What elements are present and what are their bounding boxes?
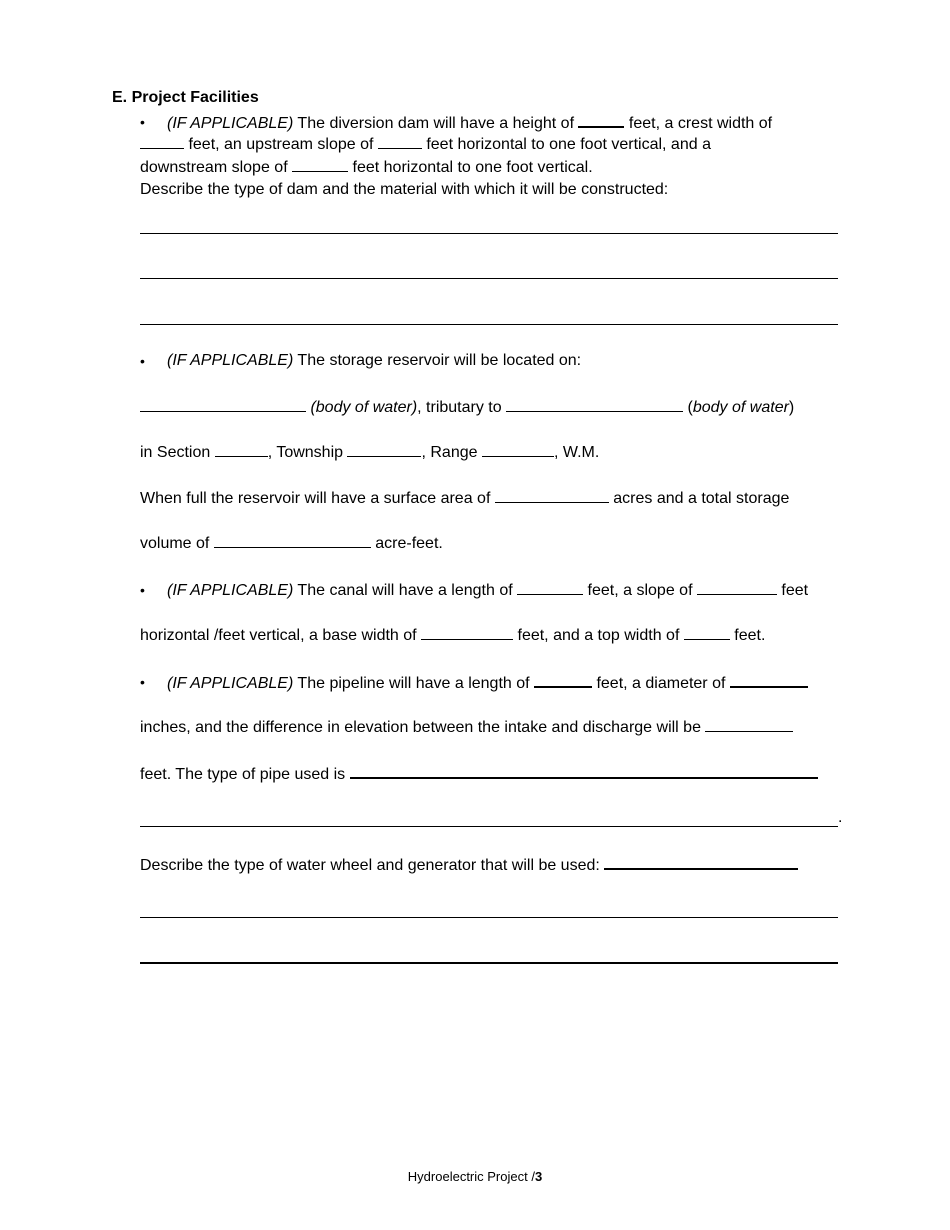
page-footer: Hydroelectric Project /3 (407, 1169, 543, 1184)
reservoir-plss-line: in Section , Township , Range , W.M. (140, 444, 600, 461)
dam-line-1: (IF APPLICABLE) The diversion dam will have a height of feet, a crest width of (167, 112, 772, 134)
bullet-icon: • (140, 674, 145, 690)
page-number: 3 (534, 1169, 543, 1184)
dam-description-line-1[interactable] (140, 233, 838, 234)
pipe-type-line-2[interactable] (140, 826, 838, 827)
canal-line-2: horizontal /feet vertical, a base width of feet, and a top width of feet. (140, 627, 766, 644)
reservoir-area-line: When full the reservoir will have a surface area of acres and a total storage (140, 490, 790, 507)
dam-description-line-3[interactable] (140, 324, 838, 325)
dam-downstream-slope-field[interactable] (292, 157, 348, 172)
township-field[interactable] (347, 442, 421, 457)
if-applicable-tag: (IF APPLICABLE) (167, 582, 294, 599)
dam-upstream-slope-field[interactable] (378, 134, 422, 149)
wheel-line-1: Describe the type of water wheel and generator that will be used: (140, 854, 798, 876)
pipeline-diameter-field[interactable] (730, 672, 808, 688)
canal-slope-field[interactable] (697, 580, 777, 595)
dam-height-field[interactable] (578, 112, 624, 128)
pipeline-period: . (838, 809, 843, 826)
pipeline-line-3: feet. The type of pipe used is (140, 763, 818, 785)
pipe-type-field[interactable] (350, 763, 818, 779)
bullet-icon: • (140, 114, 145, 130)
pipeline-line-1: (IF APPLICABLE) The pipeline will have a length of feet, a diameter of (167, 672, 808, 694)
section-heading: E. Project Facilities (112, 89, 259, 106)
surface-area-field[interactable] (495, 488, 609, 503)
wheel-description-line-2[interactable] (140, 962, 838, 964)
reservoir-intro: (IF APPLICABLE) The storage reservoir will be located on: (167, 352, 582, 369)
storage-volume-field[interactable] (214, 533, 371, 548)
dam-line-3: downstream slope of feet horizontal to one foot vertical. (140, 159, 593, 176)
canal-line-1: (IF APPLICABLE) The canal will have a length of feet, a slope of feet (167, 582, 809, 599)
body-of-water-field[interactable] (140, 397, 306, 412)
pipeline-line-2: inches, and the difference in elevation between the intake and discharge will be (140, 717, 793, 738)
pipeline-length-field[interactable] (534, 672, 592, 688)
bullet-icon: • (140, 353, 145, 369)
if-applicable-tag: (IF APPLICABLE) (167, 352, 294, 369)
section-field[interactable] (215, 442, 268, 457)
reservoir-location-line: (body of water), tributary to (body of water) (140, 397, 794, 418)
dam-description-line-2[interactable] (140, 278, 838, 279)
canal-top-width-field[interactable] (684, 625, 730, 640)
if-applicable-tag: (IF APPLICABLE) (167, 675, 294, 692)
if-applicable-tag: (IF APPLICABLE) (167, 115, 294, 132)
dam-describe-label: Describe the type of dam and the material with which it will be constructed: (140, 181, 669, 198)
range-field[interactable] (482, 442, 554, 457)
bullet-icon: • (140, 582, 145, 598)
dam-line-2: feet, an upstream slope of feet horizontal to one foot vertical, and a (140, 134, 711, 155)
elevation-difference-field[interactable] (705, 717, 793, 732)
reservoir-volume-line: volume of acre-feet. (140, 535, 443, 552)
wheel-description-line-1[interactable] (140, 917, 838, 918)
canal-length-field[interactable] (517, 580, 583, 595)
water-wheel-field[interactable] (604, 854, 798, 870)
dam-crest-width-field[interactable] (140, 134, 184, 149)
tributary-field[interactable] (506, 397, 683, 412)
canal-base-width-field[interactable] (421, 625, 513, 640)
